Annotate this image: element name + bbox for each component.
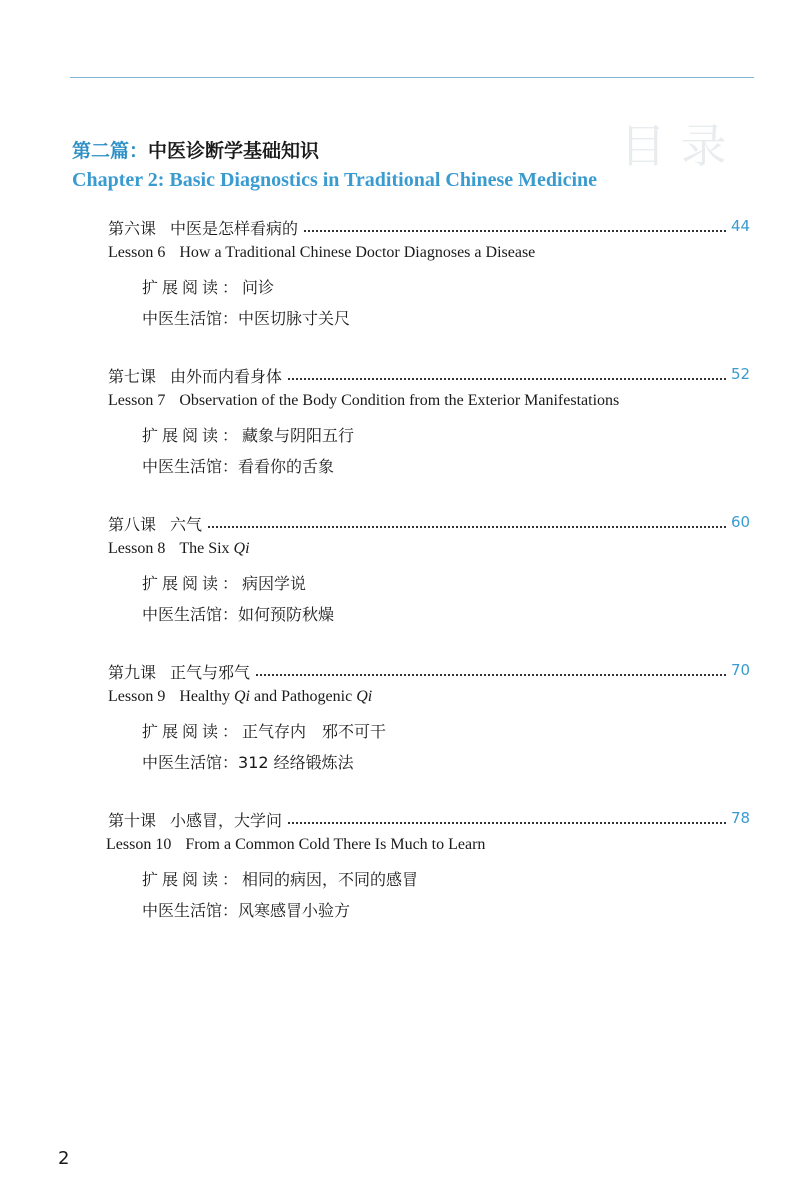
lesson-heading[interactable] [108, 807, 728, 831]
tcm-life-hall-text: 风寒感冒小验方 [238, 901, 351, 920]
tcm-life-hall-text: 如何预防秋燥 [238, 605, 335, 624]
lesson-title-en [108, 244, 535, 262]
extended-reading-text: 正气存内 邪不可干 [242, 722, 387, 741]
tcm-life-hall[interactable] [142, 306, 350, 329]
extended-reading-label: 扩展阅读： [142, 278, 243, 297]
extended-reading[interactable] [142, 867, 418, 890]
tcm-life-hall-text: 中医切脉寸关尺 [238, 309, 351, 328]
tcm-life-hall-label: 中医生活馆： [142, 753, 239, 772]
lesson-heading[interactable] [108, 659, 728, 683]
lesson-number-en: Lesson 9 [108, 688, 166, 705]
tcm-life-hall-label: 中医生活馆： [142, 605, 239, 624]
lesson-page-number[interactable]: 78 [731, 809, 751, 827]
lesson-title: 由外而内看身体 [170, 366, 283, 386]
top-rule [70, 77, 754, 78]
extended-reading[interactable] [142, 571, 306, 594]
lesson-page-number[interactable]: 52 [731, 365, 751, 383]
tcm-life-hall-label: 中医生活馆： [142, 309, 239, 328]
chapter-title-en: Chapter 2: Basic Diagnostics in Traditional Chinese Medicine [72, 169, 598, 191]
lesson-number: 第九课 [108, 662, 157, 682]
lesson-number: 第六课 [108, 218, 157, 238]
extended-reading-label: 扩展阅读： [142, 722, 243, 741]
tcm-life-hall-label: 中医生活馆： [142, 901, 239, 920]
tcm-life-hall[interactable] [142, 454, 334, 477]
page-number: 2 [58, 1148, 70, 1169]
lesson-title: 六气 [170, 514, 203, 534]
lesson-number-en: Lesson 7 [108, 392, 166, 409]
lesson-page-number[interactable]: 44 [731, 217, 751, 235]
lesson-title-en [108, 392, 619, 410]
extended-reading-label: 扩展阅读： [142, 870, 243, 889]
tcm-life-hall-text: 看看你的舌象 [238, 457, 335, 476]
lesson-page-number[interactable]: 70 [731, 661, 751, 679]
lesson-title: 正气与邪气 [170, 662, 251, 682]
bleed-through-title: 目 录 [620, 119, 727, 173]
dot-leader [304, 230, 726, 232]
lesson-number-en: Lesson 6 [108, 244, 166, 261]
lesson-title: 小感冒，大学问 [170, 810, 283, 830]
part-prefix: 第二篇： [72, 140, 149, 162]
dot-leader [288, 378, 726, 380]
dot-leader [208, 526, 726, 528]
lesson-number-en: Lesson 10 [106, 836, 172, 853]
tcm-life-hall[interactable] [142, 750, 354, 773]
extended-reading-text: 问诊 [242, 278, 275, 297]
lesson-number-en: Lesson 8 [108, 540, 166, 557]
tcm-life-hall-label: 中医生活馆： [142, 457, 239, 476]
lesson-title-en [106, 836, 485, 854]
extended-reading-text: 藏象与阴阳五行 [242, 426, 355, 445]
tcm-life-hall-text: 312 经络锻炼法 [238, 753, 354, 772]
lesson-title: 中医是怎样看病的 [170, 218, 299, 238]
extended-reading-label: 扩展阅读： [142, 426, 243, 445]
lesson-heading[interactable] [108, 215, 728, 239]
lesson-page-number[interactable]: 60 [731, 513, 751, 531]
extended-reading[interactable] [142, 719, 386, 742]
extended-reading[interactable] [142, 423, 354, 446]
lesson-heading[interactable] [108, 511, 728, 535]
lesson-title-en-text: How a Traditional Chinese Doctor Diagnoses a Disease [179, 244, 536, 261]
part-name: 中医诊断学基础知识 [148, 140, 320, 162]
dot-leader [288, 822, 726, 824]
lesson-title-en-text: Healthy Qi and Pathogenic Qi [179, 688, 373, 705]
extended-reading-text: 相同的病因，不同的感冒 [242, 870, 419, 889]
lesson-number: 第七课 [108, 366, 157, 386]
lesson-title-en [108, 540, 250, 558]
lesson-number: 第十课 [108, 810, 157, 830]
lesson-heading[interactable] [108, 363, 728, 387]
lesson-number: 第八课 [108, 514, 157, 534]
extended-reading-text: 病因学说 [242, 574, 307, 593]
dot-leader [256, 674, 726, 676]
tcm-life-hall[interactable] [142, 602, 334, 625]
extended-reading-label: 扩展阅读： [142, 574, 243, 593]
extended-reading[interactable] [142, 275, 274, 298]
tcm-life-hall[interactable] [142, 898, 350, 921]
part-title [72, 136, 319, 163]
lesson-title-en [108, 688, 372, 706]
lesson-title-en-text: The Six Qi [179, 540, 250, 557]
lesson-title-en-text: From a Common Cold There Is Much to Learn [185, 836, 486, 853]
lesson-title-en-text: Observation of the Body Condition from the Exterior Manifestations [179, 392, 620, 409]
